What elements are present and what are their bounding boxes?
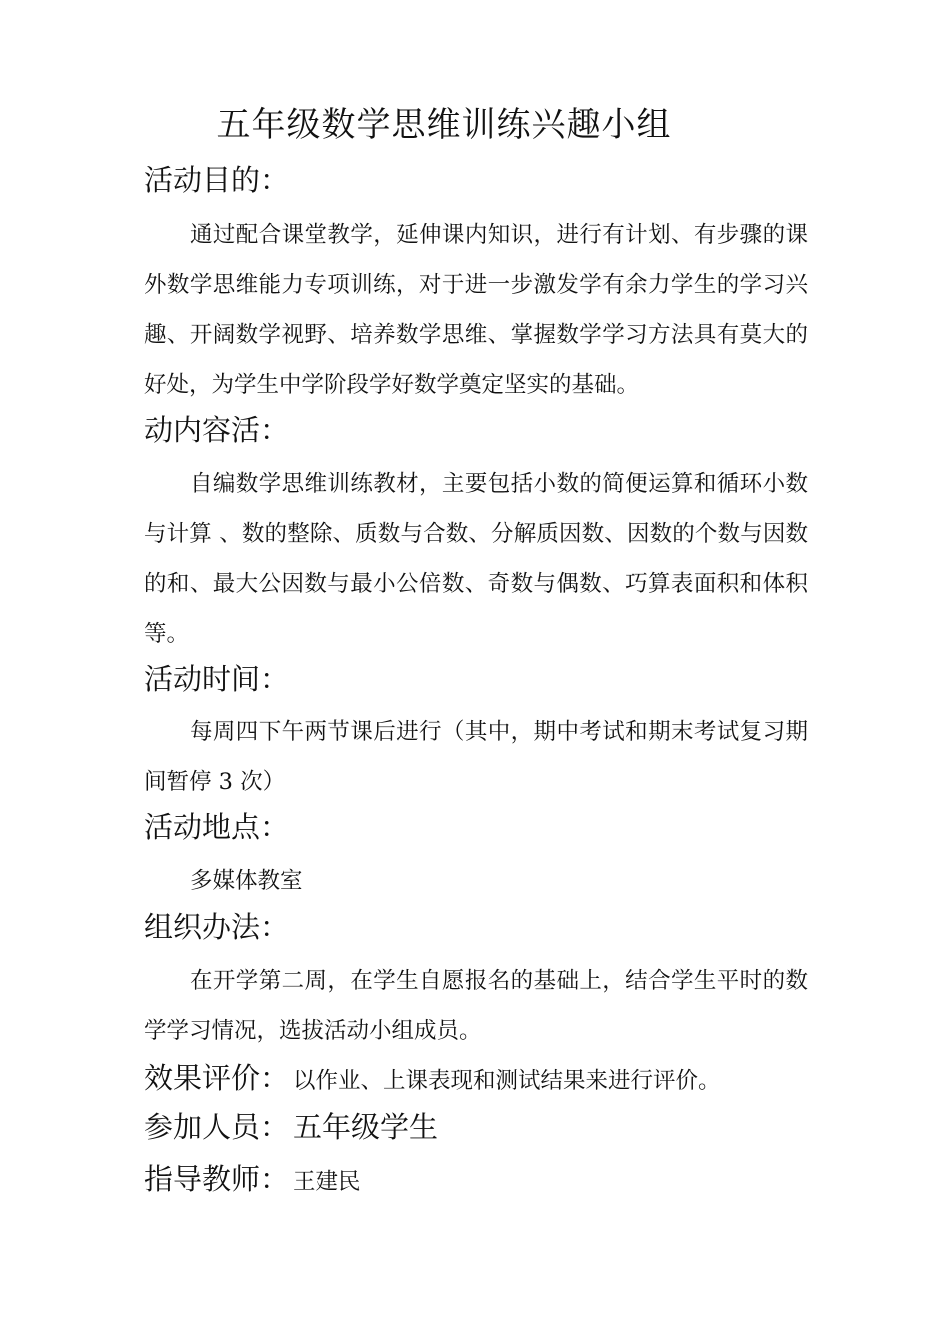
section-body-location: 多媒体教室	[190, 868, 303, 894]
participants-row	[144, 1105, 438, 1149]
section-heading-content: 动内容活：	[144, 413, 290, 447]
participants-value: 五年级学生	[293, 1110, 439, 1144]
participants-label: 参加人员：	[144, 1110, 290, 1144]
document-title: 五年级数学思维训练兴趣小组	[216, 105, 672, 145]
section-heading-organization: 组织办法：	[144, 910, 290, 944]
evaluation-row	[144, 1056, 721, 1103]
evaluation-label: 效果评价：	[144, 1061, 290, 1095]
section-body-content: 自编数学思维训练教材，主要包括小数的简便运算和循环小数与计算 、数的整除、质数与合数、分解质因数、因数的个数与因数的和、最大公因数与最小公倍数、奇数与偶数、巧算表面积和体积等。	[144, 471, 808, 647]
section-body-time: 每周四下午两节课后进行（其中，期中考试和期末考试复习期间暂停 3 次）	[144, 719, 808, 795]
section-heading-location: 活动地点：	[144, 810, 290, 844]
teacher-value: 王建民	[293, 1169, 361, 1195]
section-body-purpose: 通过配合课堂教学，延伸课内知识，进行有计划、有步骤的课外数学思维能力专项训练，对于进一步激发学有余力学生的学习兴趣、开阔数学视野、培养数学思维、掌握数学学习方法具有莫大的好处，为学生中学阶段学好数学奠定坚实的基础。	[144, 222, 808, 398]
section-heading-purpose: 活动目的：	[144, 163, 290, 197]
section-body-organization: 在开学第二周，在学生自愿报名的基础上，结合学生平时的数学学习情况，选拔活动小组成员。	[144, 968, 808, 1044]
evaluation-value: 以作业、上课表现和测试结果来进行评价。	[293, 1068, 721, 1094]
section-heading-time: 活动时间：	[144, 662, 290, 696]
teacher-label: 指导教师：	[144, 1162, 290, 1196]
teacher-row	[144, 1157, 361, 1204]
